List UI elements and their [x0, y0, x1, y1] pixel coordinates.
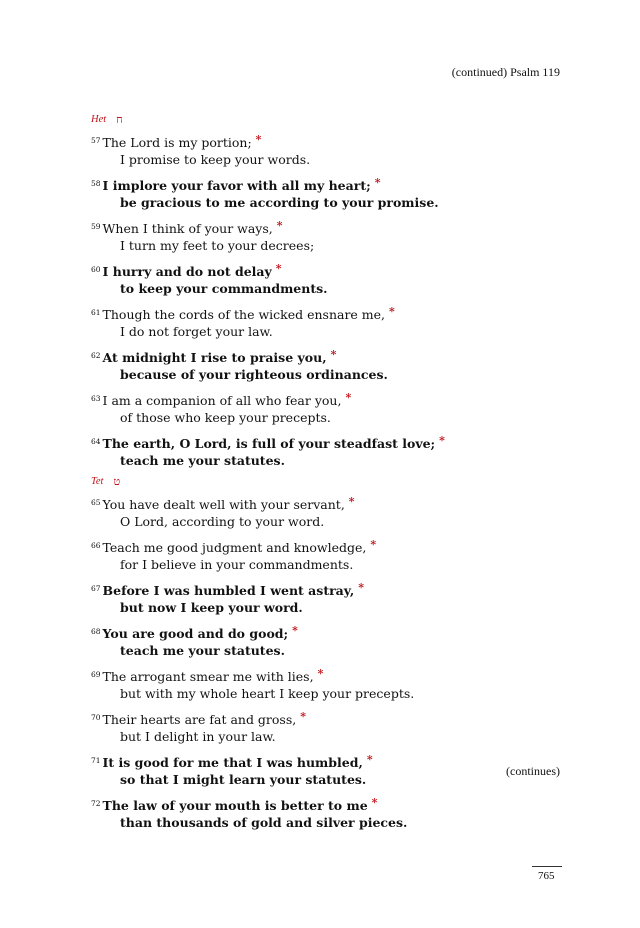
- verse-text-1: The law of your mouth is better to me: [102, 798, 368, 813]
- verse-number: 70: [91, 713, 101, 722]
- verse-72: [91, 793, 571, 833]
- verse-67: [91, 578, 571, 618]
- verse-line-1: [91, 130, 571, 150]
- verse-line-2: [91, 770, 571, 790]
- verse-line-2: [91, 408, 571, 428]
- verse-line-1: [91, 388, 571, 408]
- verse-60: [91, 259, 571, 299]
- verse-number: 67: [91, 584, 101, 593]
- verse-line-1: [91, 259, 571, 279]
- verse-line-2: [91, 322, 571, 342]
- verse-number: 64: [91, 437, 101, 446]
- section-heading: [91, 112, 571, 127]
- verse-line-1: [91, 535, 571, 555]
- verse-text-1: I hurry and do not delay: [102, 264, 272, 279]
- verse-text-1: The earth, O Lord, is full of your steadfast love;: [102, 436, 436, 451]
- verse-line-1: [91, 431, 571, 451]
- section-name: Tet: [91, 476, 104, 487]
- verse-text-1: At midnight I rise to praise you,: [102, 350, 327, 365]
- verse-65: [91, 492, 571, 532]
- verse-list: [91, 492, 571, 833]
- verse-line-2: [91, 684, 571, 704]
- verse-text-1: When I think of your ways,: [102, 221, 273, 236]
- verse-text-1: Though the cords of the wicked ensnare me,: [102, 307, 386, 322]
- verse-line-1: [91, 750, 571, 770]
- section-name: Het: [91, 114, 107, 125]
- verse-68: [91, 621, 571, 661]
- asterisk-mark: *: [255, 133, 262, 146]
- asterisk-mark: *: [275, 262, 282, 275]
- verse-line-2: [91, 512, 571, 532]
- footer-rule: [532, 866, 562, 867]
- verse-number: 62: [91, 351, 101, 360]
- verse-text-1: Their hearts are fat and gross,: [102, 712, 297, 727]
- hebrew-letter: ח: [116, 113, 123, 126]
- verse-number: 66: [91, 541, 101, 550]
- asterisk-mark: *: [371, 796, 378, 809]
- asterisk-mark: *: [330, 348, 337, 361]
- verse-text-2: but now I keep your word.: [120, 600, 303, 615]
- running-head: (continued) Psalm 119: [451, 65, 560, 79]
- verse-line-1: [91, 707, 571, 727]
- verse-number: 61: [91, 308, 101, 317]
- verse-line-1: [91, 216, 571, 236]
- verse-line-1: [91, 793, 571, 813]
- verse-line-2: [91, 451, 571, 471]
- verse-line-1: [91, 578, 571, 598]
- verse-number: 59: [91, 222, 101, 231]
- asterisk-mark: *: [358, 581, 364, 594]
- verse-number: 57: [91, 136, 101, 145]
- hebrew-letter: ט: [113, 475, 121, 488]
- verse-line-2: [91, 598, 571, 618]
- verse-line-2: [91, 193, 571, 213]
- verse-number: 60: [91, 265, 101, 274]
- section-tet: [91, 474, 571, 833]
- verse-69: [91, 664, 571, 704]
- verse-text-2: I promise to keep your words.: [120, 152, 311, 167]
- verse-text-2: to keep your commandments.: [120, 281, 328, 296]
- continues-note: (continues): [506, 764, 560, 778]
- verse-line-2: [91, 813, 571, 833]
- verse-text-2: so that I might learn your statutes.: [120, 772, 367, 787]
- asterisk-mark: *: [374, 176, 381, 189]
- verse-line-1: [91, 621, 571, 641]
- verse-61: [91, 302, 571, 342]
- verse-line-2: [91, 236, 571, 256]
- asterisk-mark: *: [292, 624, 298, 637]
- verse-text-2: I turn my feet to your decrees;: [120, 238, 315, 253]
- asterisk-mark: *: [345, 391, 352, 404]
- verse-text-1: Before I was humbled I went astray,: [102, 583, 355, 598]
- verse-text-2: O Lord, according to your word.: [120, 514, 325, 529]
- verse-number: 71: [91, 756, 101, 765]
- verse-number: 63: [91, 394, 101, 403]
- verse-text-1: The arrogant smear me with lies,: [102, 669, 314, 684]
- asterisk-mark: *: [389, 305, 395, 318]
- verse-text-2: of those who keep your precepts.: [120, 410, 331, 425]
- verse-text-2: than thousands of gold and silver pieces.: [120, 815, 408, 830]
- verse-line-2: [91, 727, 571, 747]
- verse-line-2: [91, 365, 571, 385]
- verse-text-2: teach me your statutes.: [120, 453, 285, 468]
- verse-list: [91, 130, 571, 471]
- verse-text-2: because of your righteous ordinances.: [120, 367, 388, 382]
- verse-text-2: I do not forget your law.: [120, 324, 273, 339]
- verse-text-2: but with my whole heart I keep your precepts.: [120, 686, 415, 701]
- asterisk-mark: *: [276, 219, 283, 232]
- asterisk-mark: *: [439, 434, 445, 447]
- psalm-text: [91, 112, 571, 836]
- verse-text-2: teach me your statutes.: [120, 643, 285, 658]
- section-het: [91, 112, 571, 471]
- verse-text-2: for I believe in your commandments.: [120, 557, 354, 572]
- asterisk-mark: *: [300, 710, 306, 723]
- verse-71: [91, 750, 571, 790]
- verse-text-1: You have dealt well with your servant,: [102, 497, 345, 512]
- section-heading: [91, 474, 571, 489]
- asterisk-mark: *: [348, 495, 355, 508]
- verse-text-1: It is good for me that I was humbled,: [102, 755, 363, 770]
- verse-line-2: [91, 555, 571, 575]
- verse-number: 69: [91, 670, 101, 679]
- verse-number: 65: [91, 498, 101, 507]
- verse-line-2: [91, 641, 571, 661]
- verse-59: [91, 216, 571, 256]
- asterisk-mark: *: [317, 667, 324, 680]
- verse-text-2: be gracious to me according to your promise.: [120, 195, 439, 210]
- verse-number: 72: [91, 799, 101, 808]
- verse-57: [91, 130, 571, 170]
- verse-line-2: [91, 150, 571, 170]
- verse-text-1: Teach me good judgment and knowledge,: [102, 540, 367, 555]
- verse-line-2: [91, 279, 571, 299]
- verse-line-1: [91, 492, 571, 512]
- verse-number: 68: [91, 627, 101, 636]
- verse-62: [91, 345, 571, 385]
- verse-66: [91, 535, 571, 575]
- verse-text-1: The Lord is my portion;: [102, 135, 252, 150]
- verse-line-1: [91, 664, 571, 684]
- verse-64: [91, 431, 571, 471]
- verse-63: [91, 388, 571, 428]
- asterisk-mark: *: [366, 753, 373, 766]
- verse-text-1: I implore your favor with all my heart;: [102, 178, 371, 193]
- verse-text-2: but I delight in your law.: [120, 729, 276, 744]
- verse-70: [91, 707, 571, 747]
- verse-line-1: [91, 173, 571, 193]
- verse-58: [91, 173, 571, 213]
- verse-line-1: [91, 302, 571, 322]
- verse-text-1: You are good and do good;: [102, 626, 289, 641]
- verse-number: 58: [91, 179, 101, 188]
- asterisk-mark: *: [370, 538, 377, 551]
- verse-line-1: [91, 345, 571, 365]
- page-number: 765: [538, 870, 555, 882]
- verse-text-1: I am a companion of all who fear you,: [102, 393, 342, 408]
